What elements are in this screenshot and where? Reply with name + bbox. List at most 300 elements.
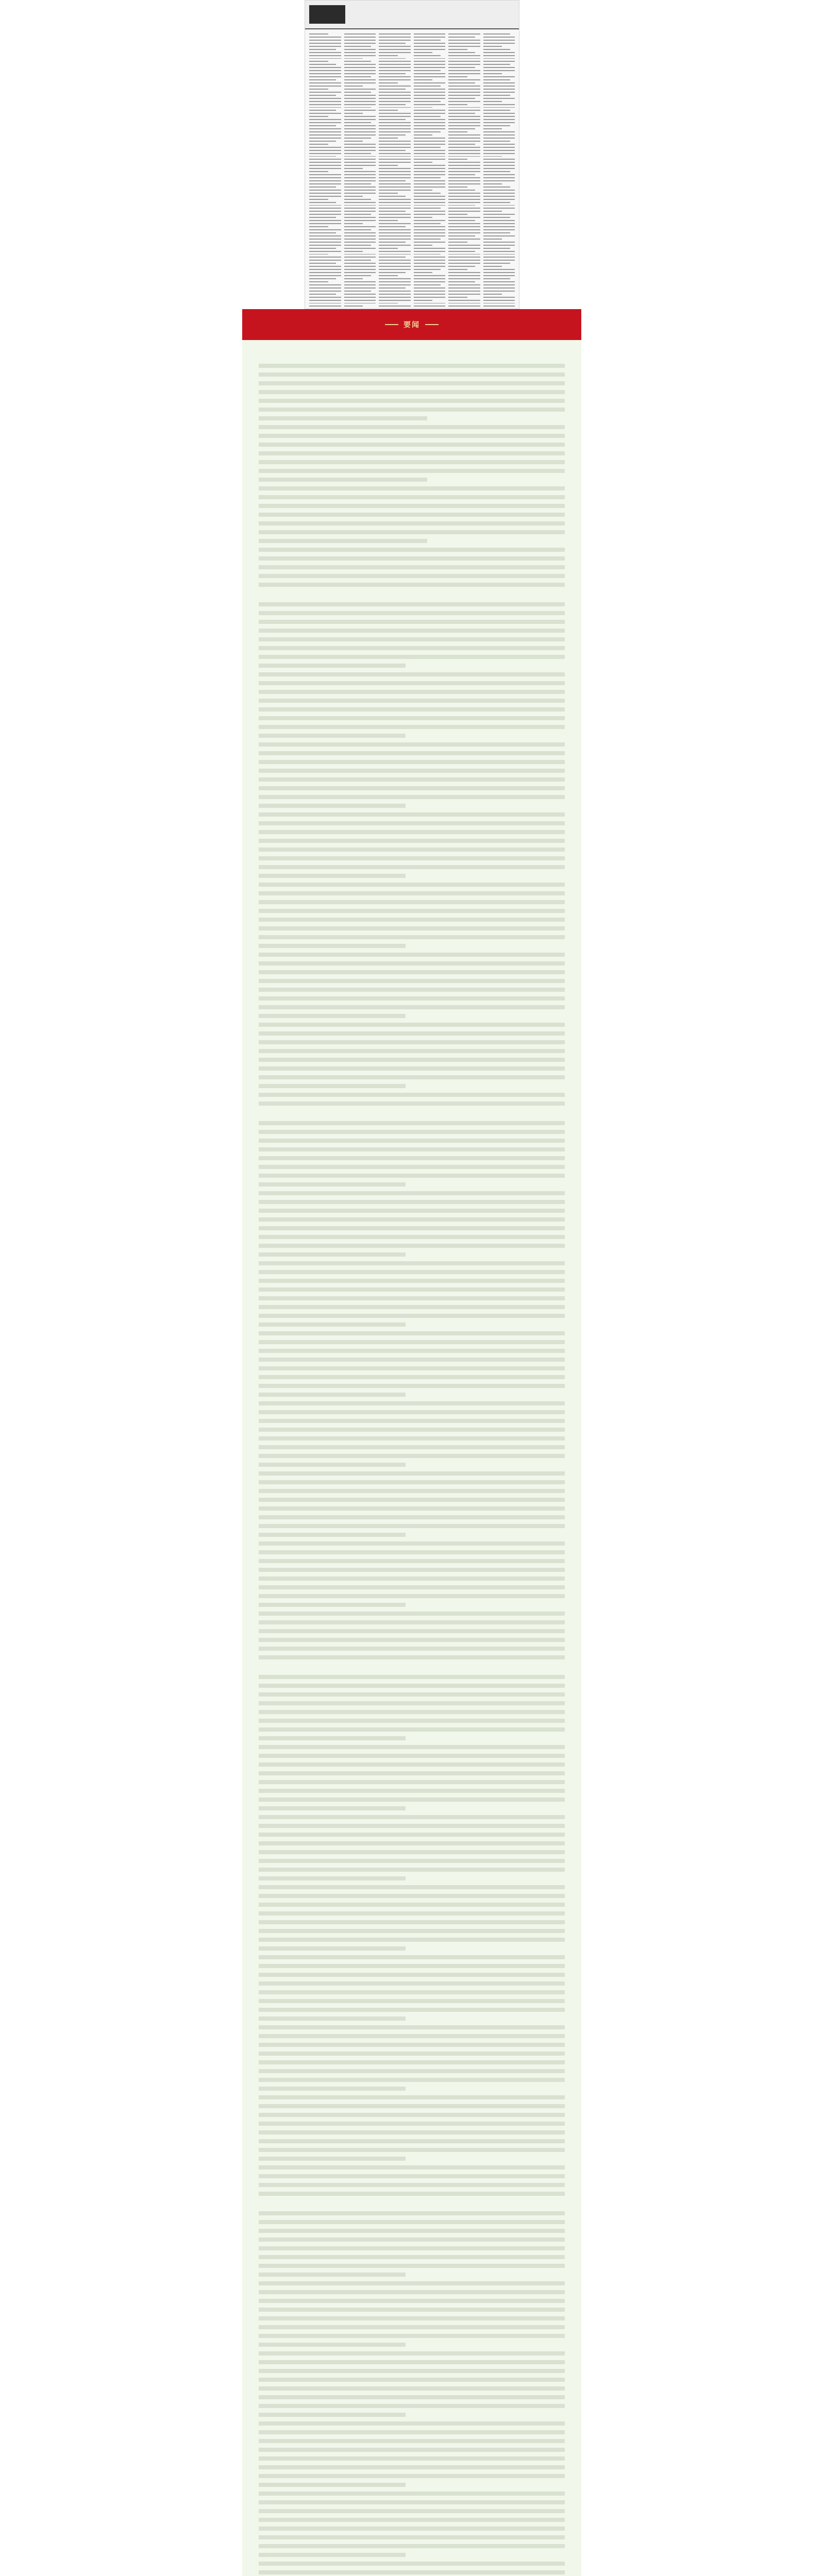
newspaper-text-line [344,239,376,240]
newspaper-text-line [379,104,406,105]
newspaper-text-line [414,272,433,273]
newspaper-text-line [344,82,376,83]
newspaper-text-line [448,107,480,108]
newspaper-page-image [305,0,519,309]
newspaper-text-line [414,193,441,194]
newspaper-text-line [414,284,441,285]
text-line [259,1252,406,1257]
newspaper-text-line [309,297,341,298]
newspaper-text-line [483,147,515,148]
newspaper-text-line [483,82,515,83]
text-line [259,769,565,773]
text-line [259,1375,565,1379]
newspaper-text-line [344,217,376,218]
newspaper-text-line [344,55,376,56]
newspaper-text-line [344,177,376,178]
newspaper-text-line [414,73,446,74]
newspaper-text-line [414,251,446,252]
newspaper-text-line [414,235,446,236]
newspaper-text-line [414,82,446,83]
newspaper-text-line [379,183,411,184]
newspaper-text-line [309,190,341,191]
text-line [259,1121,565,1125]
newspaper-text-line [483,43,515,44]
newspaper-text-line [309,76,341,77]
newspaper-text-line [448,294,480,295]
newspaper-text-line [448,242,467,243]
newspaper-text-line [448,220,475,221]
newspaper-text-line [379,205,411,206]
text-line [259,1489,565,1493]
text-line [259,2078,565,2082]
text-line [259,1727,565,1732]
text-line [259,2500,565,2504]
newspaper-text-line [344,98,376,99]
newspaper-text-line [448,119,480,120]
newspaper-text-line [483,272,515,273]
newspaper-text-line [414,147,441,148]
newspaper-text-line [309,64,336,65]
newspaper-text-line [448,82,475,83]
newspaper-text-line [344,202,376,203]
newspaper-text-line [309,254,328,255]
text-line [259,425,565,429]
newspaper-text-line [309,79,336,80]
newspaper-text-line [483,174,515,175]
newspaper-text-line [309,113,341,114]
newspaper-text-line [414,196,446,197]
newspaper-text-line [448,193,480,194]
text-line [259,2229,565,2233]
newspaper-text-line [483,92,515,93]
newspaper-text-line [379,52,411,53]
text-line [259,2246,565,2250]
newspaper-text-line [344,79,376,80]
newspaper-text-line [483,171,510,172]
text-line [259,821,565,825]
newspaper-text-line [448,229,480,230]
text-line [259,2016,406,2021]
newspaper-text-line [344,134,376,135]
newspaper-text-line [309,119,341,120]
newspaper-text-line [414,287,446,289]
newspaper-text-line [483,275,515,276]
text-line [259,530,565,534]
newspaper-text-line [309,180,341,181]
newspaper-text-line [414,257,446,258]
newspaper-text-line [414,199,446,200]
newspaper-text-line [483,138,515,139]
newspaper-text-line [414,180,446,181]
newspaper-text-line [344,122,371,123]
newspaper-text-line [414,95,446,96]
text-line [259,2211,565,2215]
text-line [259,364,565,368]
text-line [259,2553,406,2557]
newspaper-text-line [344,208,376,209]
newspaper-text-line [379,217,411,218]
text-line [259,874,406,878]
newspaper-text-line [379,278,411,279]
newspaper-text-line [448,263,480,264]
newspaper-text-line [448,134,480,135]
newspaper-text-line [448,43,480,44]
newspaper-text-line [309,171,328,172]
newspaper-text-line [448,55,480,56]
text-line [259,1358,565,1362]
newspaper-text-line [448,257,480,258]
text-line [259,2008,565,2012]
newspaper-text-line [414,263,446,264]
newspaper-text-line [309,275,341,276]
text-line [259,1541,565,1546]
newspaper-text-line [309,52,341,53]
text-line [259,2386,565,2391]
newspaper-text-line [414,220,446,221]
newspaper-text-line [344,291,371,292]
newspaper-text-line [414,202,446,203]
newspaper-text-line [344,297,376,298]
newspaper-column [414,33,446,307]
newspaper-text-line [414,138,446,139]
text-line [259,1833,565,1837]
newspaper-text-line [414,174,446,175]
newspaper-text-line [344,73,376,74]
newspaper-text-line [379,239,411,240]
text-line [259,565,565,569]
newspaper-text-line [414,294,446,295]
text-line [259,1401,565,1405]
text-line [259,1789,565,1793]
text-line [259,2562,565,2566]
newspaper-text-line [344,119,376,120]
newspaper-text-line [309,174,341,175]
newspaper-text-line [344,220,376,221]
newspaper-text-line [309,187,336,188]
banner-decoration-left [385,324,398,325]
newspaper-text-line [344,168,363,169]
newspaper-text-line [448,128,475,129]
newspaper-text-line [344,196,363,197]
newspaper-text-line [344,156,376,157]
text-line [259,469,565,473]
newspaper-text-line [483,153,515,154]
text-line [259,1174,565,1178]
text-line [259,1147,565,1151]
text-line [259,390,565,394]
newspaper-text-line [414,162,433,163]
newspaper-text-line [483,254,515,255]
text-line [259,1419,565,1423]
text-line [259,2183,565,2187]
newspaper-text-line [448,73,480,74]
article-body [242,340,581,2576]
newspaper-text-line [344,284,376,285]
newspaper-text-line [344,263,376,264]
newspaper-text-line [414,300,433,301]
newspaper-text-line [379,131,411,132]
newspaper-text-line [344,89,376,90]
newspaper-text-line [448,205,475,206]
text-line [259,2570,565,2574]
newspaper-text-line [483,199,515,200]
section-text-block [259,1675,565,2196]
newspaper-text-line [414,153,446,154]
newspaper-text-line [483,141,510,142]
newspaper-text-line [379,291,411,292]
newspaper-text-line [483,52,515,53]
newspaper-text-line [414,67,446,68]
newspaper-text-line [448,211,480,212]
newspaper-text-line [414,37,446,38]
newspaper-text-line [379,269,411,270]
newspaper-text-line [414,144,446,145]
newspaper-text-line [379,306,411,307]
newspaper-text-line [448,217,480,218]
newspaper-text-line [414,245,433,246]
text-line [259,1031,565,1036]
text-line [259,777,565,782]
newspaper-text-line [379,242,406,243]
newspaper-text-line [448,254,480,255]
newspaper-text-line [309,287,341,289]
text-line [259,681,565,685]
text-line [259,1130,565,1134]
newspaper-text-line [309,122,341,123]
newspaper-text-line [344,174,376,175]
newspaper-text-line [448,281,475,282]
newspaper-text-line [483,177,515,178]
newspaper-text-line [414,254,441,255]
newspaper-text-line [483,260,515,261]
banner-decoration-right [425,324,439,325]
text-line [259,655,565,659]
newspaper-text-line [344,266,376,267]
text-line [259,935,565,939]
newspaper-text-line [414,248,446,249]
newspaper-text-line [483,40,515,41]
newspaper-text-line [309,214,341,215]
text-line [259,1762,565,1767]
newspaper-text-line [344,278,363,279]
newspaper-text-line [483,226,515,227]
newspaper-text-line [483,245,515,246]
text-line [259,1955,565,1959]
newspaper-column [379,33,411,307]
text-line [259,2343,406,2347]
newspaper-text-line [309,208,341,209]
text-line [259,1506,565,1511]
newspaper-text-line [483,202,510,203]
text-line [259,1075,565,1079]
newspaper-text-line [344,61,371,62]
text-line [259,1480,565,1484]
newspaper-text-line [483,278,510,279]
newspaper-text-line [309,239,341,240]
newspaper-text-line [483,33,510,35]
text-line [259,1990,565,1994]
newspaper-text-line [379,144,411,145]
newspaper-text-line [483,266,502,267]
newspaper-text-line [448,104,467,105]
text-line [259,1647,565,1651]
newspaper-text-line [448,40,480,41]
article-intro [259,364,565,587]
text-line [259,1279,565,1283]
text-line [259,1515,565,1519]
newspaper-text-line [379,134,406,135]
newspaper-text-line [309,260,341,261]
text-line [259,1719,565,1723]
newspaper-text-line [344,138,371,139]
text-line [259,2448,565,2452]
text-line [259,1084,406,1088]
newspaper-text-line [483,70,515,71]
newspaper-text-line [344,294,376,295]
text-line [259,1754,565,1758]
text-line [259,707,565,711]
newspaper-text-line [414,165,446,166]
newspaper-text-line [414,214,446,215]
text-line [259,1850,565,1854]
text-line [259,742,565,747]
newspaper-text-line [379,275,398,276]
newspaper-text-line [483,76,515,77]
text-line [259,848,565,852]
newspaper-text-line [309,101,341,102]
text-line [259,2157,406,2161]
newspaper-text-line [448,131,467,132]
newspaper-text-line [379,95,411,96]
newspaper-text-line [483,165,515,166]
text-line [259,2025,565,2029]
newspaper-text-line [344,46,371,47]
newspaper-text-line [448,67,475,68]
newspaper-text-line [483,232,510,233]
newspaper-text-line [483,58,515,59]
newspaper-text-line [483,128,502,129]
newspaper-text-line [309,82,341,83]
newspaper-text-line [483,196,515,197]
newspaper-text-line [448,306,480,307]
newspaper-text-line [344,58,363,59]
text-line [259,1305,565,1309]
newspaper-text-line [414,116,441,117]
newspaper-text-line [344,269,376,270]
text-line [259,1638,565,1642]
newspaper-text-line [414,150,446,151]
text-line [259,2104,565,2108]
newspaper-text-line [379,168,411,169]
newspaper-text-line [448,245,480,246]
newspaper-text-line [414,266,446,267]
newspaper-text-line [344,205,376,206]
newspaper-text-line [379,251,411,252]
newspaper-text-line [483,95,510,96]
text-line [259,1454,565,1458]
newspaper-text-line [483,64,510,65]
newspaper-text-line [309,107,341,108]
text-line [259,1323,406,1327]
text-line [259,1287,565,1292]
newspaper-text-line [448,46,480,47]
newspaper-text-line [309,220,341,221]
text-line [259,2369,565,2373]
newspaper-text-line [448,150,480,151]
newspaper-text-line [379,46,411,47]
text-line [259,1568,565,1572]
text-line [259,996,565,1001]
newspaper-text-line [379,37,411,38]
text-line [259,1244,565,1248]
newspaper-text-line [379,202,411,203]
newspaper-text-line [414,260,446,261]
newspaper-text-line [448,174,475,175]
text-line [259,2509,565,2513]
newspaper-text-line [483,205,515,206]
newspaper-text-line [379,116,411,117]
newspaper-text-line [309,217,336,218]
text-line [259,2273,406,2277]
newspaper-text-line [309,245,341,246]
text-line [259,856,565,860]
newspaper-text-line [379,193,398,194]
newspaper-text-line [448,183,480,184]
newspaper-text-line [483,248,510,249]
newspaper-text-line [309,144,328,145]
newspaper-text-line [483,122,515,123]
text-line [259,1929,565,1933]
text-line [259,1938,565,1942]
newspaper-text-line [344,180,376,181]
text-line [259,416,427,420]
text-line [259,1806,406,1810]
text-line [259,1701,565,1705]
text-line [259,804,406,808]
newspaper-text-line [448,64,480,65]
newspaper-text-line [344,110,376,111]
text-line [259,1101,565,1106]
text-line [259,2299,565,2303]
newspaper-text-line [483,263,510,264]
newspaper-text-line [448,141,480,142]
text-line [259,2527,565,2531]
text-line [259,2130,565,2134]
newspaper-text-line [448,297,467,298]
text-line [259,2360,565,2364]
newspaper-text-line [483,67,515,68]
text-line [259,1165,565,1169]
newspaper-text-line [483,257,515,258]
text-line [259,434,565,438]
newspaper-text-line [483,187,510,188]
newspaper-text-line [309,95,336,96]
newspaper-text-line [344,113,363,114]
section-banner [242,309,581,340]
newspaper-text-line [414,242,446,243]
newspaper-text-line [448,95,480,96]
newspaper-text-line [448,37,475,38]
text-line [259,372,565,377]
newspaper-text-line [379,76,411,77]
newspaper-text-line [309,284,341,285]
text-line [259,812,565,817]
newspaper-text-line [344,67,376,68]
newspaper-text-line [379,98,411,99]
newspaper-text-line [309,61,328,62]
newspaper-text-line [309,73,341,74]
newspaper-text-line [309,110,336,111]
